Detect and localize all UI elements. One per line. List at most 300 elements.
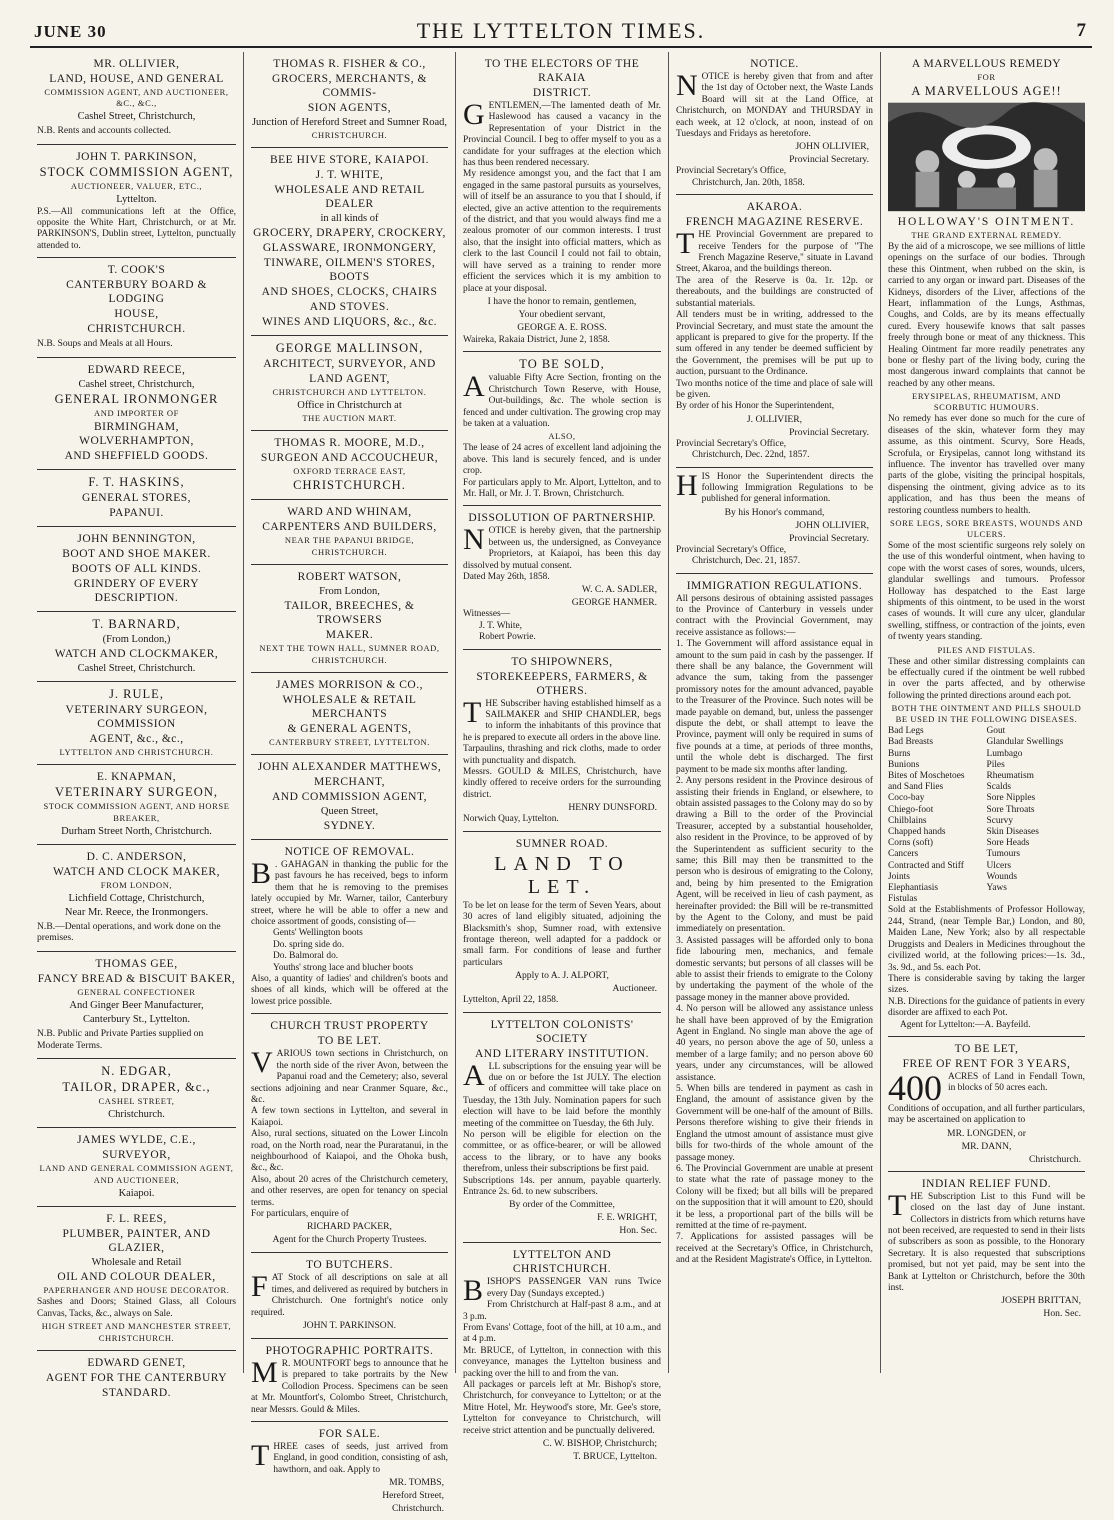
ad-line: HOUSE, — [114, 308, 159, 321]
masthead — [30, 16, 1092, 48]
ad-name: D. C. ANDERSON, — [86, 850, 187, 863]
ad-line: Wholesale and Retail — [91, 1257, 182, 1269]
ad-line: VETERINARY SURGEON, — [55, 784, 218, 799]
ad-line: OIL AND COLOUR DEALER, — [57, 1271, 216, 1284]
ad-date: Dated May 26th, 1858. — [463, 572, 550, 582]
ad-place: Christchurch. — [108, 1109, 165, 1121]
ad-heading: PHOTOGRAPHIC PORTRAITS. — [265, 1345, 434, 1357]
ad-body — [251, 1439, 448, 1476]
ad-name: JOHN BENNINGTON, — [77, 532, 196, 545]
ad-body: There is considerable saving by taking the larger sizes. — [888, 973, 1085, 996]
ad-line: PLUMBER, PAINTER, AND GLAZIER, — [62, 1228, 211, 1255]
ad-line: AND SHOES, CLOCKS, CHAIRS — [261, 286, 438, 298]
drop-cap: A — [463, 1058, 485, 1092]
disease-item: Wounds — [986, 871, 1017, 882]
column-1 — [30, 52, 244, 1399]
ad-place: CHRISTCHURCH. — [311, 130, 388, 140]
ad-witness: Robert Powrie. — [479, 632, 536, 643]
ad-reece — [37, 358, 236, 470]
ad-sub: CANTERBURY STREET, LYTTELTON. — [268, 737, 431, 747]
ad-sub: BOTH THE OINTMENT AND PILLS SHOULD BE USED IN THE FOLLOWING DISEASES. — [891, 703, 1082, 725]
ad-line: FANCY BREAD & BISCUIT BAKER, — [37, 973, 236, 985]
drop-cap: F — [251, 1270, 268, 1304]
ad-signature: Apply to A. J. ALPORT, — [515, 970, 609, 982]
ad-body-text: LL subscriptions for the ensuing year will be due on or before the 1st JULY. The election of officers and committee will take place on Tuesday, the 13th July. Nomination papers for such election will have to be laid before the monthly meeting of the committee on Tuesday, the 6th July. — [463, 1061, 661, 1129]
ad-parkinson — [37, 145, 236, 259]
ad-church-trust — [251, 1014, 448, 1253]
ad-name: E. KNAPMAN, — [96, 770, 177, 783]
ad-rule: 3. Assisted passages will be afforded only to bona fide labouring men, mechanics, and female domestic servants; but persons of all classes will be able to assist their friends to emigrate to the Colony by undertaking the payment of the whole of the passage money in the manner above provided. — [676, 935, 873, 1003]
ad-heading: FREE OF RENT FOR 3 YEARS, — [902, 1057, 1071, 1070]
ad-signature: HENRY DUNSFORD. — [568, 802, 657, 814]
ad-line: BOOT AND SHOE MAKER. — [62, 547, 211, 560]
ad-line: CARPENTERS AND BUILDERS, — [262, 521, 437, 533]
ad-sub: THE GRAND EXTERNAL REMEDY. — [911, 230, 1062, 240]
column-3 — [456, 52, 669, 1463]
ad-line: TAILOR, BREECHES, & TROWSERS — [284, 600, 415, 626]
ad-line: CANTERBURY BOARD & LODGING — [66, 279, 207, 306]
ad-line: WHOLESALE & RETAIL MERCHANTS — [282, 694, 417, 720]
ad-heading: AND LITERARY INSTITUTION. — [474, 1047, 649, 1060]
ad-body: Also, about 20 acres of the Christchurch cemetery, and other reserves, are open for tenancy on special terms. — [251, 1174, 448, 1208]
ad-office: Office in Christchurch at — [297, 400, 402, 411]
ad-body: By his Honor's command, — [724, 506, 825, 518]
ad-item: Do. spring side do. — [273, 939, 345, 950]
drop-cap: H — [676, 468, 698, 502]
ad-electors — [463, 52, 661, 352]
ad-moore — [251, 431, 448, 500]
ad-mallinson — [251, 336, 448, 431]
ad-address: Queen Street, — [320, 806, 379, 817]
disease-item: Bunions — [888, 759, 920, 770]
ad-place: Lyttelton. — [116, 193, 157, 205]
ad-name: J. RULE, — [109, 686, 164, 701]
ad-heading: TO THE ELECTORS OF THE RAKAIA — [484, 58, 640, 84]
ad-from: (From London,) — [102, 633, 171, 645]
ad-sub: NEAR THE PAPANUI BRIDGE, — [284, 535, 415, 545]
ad-name: GEORGE MALLINSON, — [275, 341, 424, 355]
ad-body: From Evans' Cottage, foot of the hill, at 10 a.m., and at 4 p.m. — [463, 1323, 661, 1345]
ad-line: GROCERS, MERCHANTS, & COMMIS- — [272, 73, 427, 99]
ad-body: My residence amongst you, and the fact that I am engaged in the same pastoral pursuits as yourselves, will of itself be an assurance to you that I should, if elected, give an active attention to the requirements of the district, and that you would always find me a zealous promoter of our common interests. I trust also, that the insight into official matters, which as clerk to the last Council I could not fail to obtain, will have served as a training to render more efficient the services which it is my ambition to place at your disposal. — [463, 169, 661, 294]
ad-sub: in all kinds of — [320, 213, 379, 224]
ad-body-text: ACRES of Land in Fendall Town, in blocks of 50 acres each. — [948, 1071, 1085, 1094]
drop-cap: T — [676, 227, 695, 261]
ad-edgar — [37, 1059, 236, 1128]
ad-name: THOMAS R. FISHER & CO., — [273, 58, 426, 70]
ad-place: PAPANUI. — [109, 506, 164, 519]
ad-signature: Hon. Sec. — [1043, 1308, 1081, 1320]
ad-body: The lease of 24 acres of excellent land adjoining the above. This land is securely fenced, and is under crop. — [463, 443, 661, 477]
page-number: 7 — [1076, 20, 1086, 41]
ad-haskins — [37, 470, 236, 527]
ad-line: BIRMINGHAM, WOLVERHAMPTON, — [79, 420, 194, 447]
ad-name: T. COOK'S — [107, 264, 166, 277]
ad-signature: W. C. A. SADLER, — [581, 584, 657, 596]
disease-item: Tumours — [986, 849, 1021, 860]
ad-line: STOCK COMMISSION AGENT, — [39, 164, 234, 179]
ad-body: No remedy has ever done so much for the cure of diseases of the skin, whatever form they may assume, as this ointment. Scurvy, Sore Heads, Scrofula, or Erysipelas, cannot long withstand its influence. The inventor has travelled over many parts of the globe, visiting the principal hospitals, dispensing the ointment, giving advice as to its application, and has thus been the means of restoring countless numbers to health. — [888, 414, 1085, 516]
ad-name: JAMES MORRISON & CO., — [276, 679, 423, 691]
ad-body: Some of the most scientific surgeons rely solely on the use of this wonderful ointment, when having to cope with the worst cases of sores, wounds, ulcers, glandular swellings and tumours. Professor Holloway has despatched to the East large shipments of this ointment, to be used in the worst cases of wounds. It will cure any ulcer, glandular swelling, stiffness, or contraction of the joints, even of twenty years standing. — [888, 540, 1085, 643]
ad-body-text: IS Honor the Superintendent directs the following Immigration Regulations to be published for general information. — [701, 471, 873, 505]
ad-line: SION AGENTS, — [307, 102, 392, 114]
ad-heading: A MARVELLOUS AGE!! — [911, 84, 1062, 98]
ad-note: N.B. Rents and accounts collected. — [37, 125, 172, 136]
ad-sub: OXFORD TERRACE EAST, — [293, 466, 406, 476]
ad-name: F. L. REES, — [106, 1213, 167, 1226]
column-2 — [244, 52, 456, 1515]
drop-cap: V — [251, 1046, 273, 1080]
disease-item: Chilblains — [888, 815, 927, 826]
ad-line: WHOLESALE AND RETAIL DEALER — [274, 184, 425, 210]
ad-sub: AND AUCTIONEER, — [93, 1175, 180, 1186]
ad-signature: T. BRUCE, Lyttelton. — [573, 1451, 657, 1463]
ad-sub: AND IMPORTER OF — [94, 407, 179, 418]
ad-line: SURVEYOR, — [102, 1149, 171, 1162]
ad-sub: PAPERHANGER AND HOUSE DECORATOR. — [43, 1285, 230, 1296]
ad-body: Two months notice of the time and place of sale will be given. — [676, 378, 873, 400]
ad-sub: CHRISTCHURCH AND LYTTELTON. — [272, 387, 427, 397]
ad-body: Mr. BRUCE, of Lyttelton, in connection with this conveyance, manages the Lyttelton business and packing over the hill to and from the van. — [463, 1345, 661, 1379]
ad-signature: MR. TOMBS, — [389, 1477, 444, 1489]
ad-line: SURGEON AND ACCOUCHEUR, — [260, 452, 439, 464]
ad-body: A few town sections in Lyttelton, and several in Kaiapoi. — [251, 1106, 448, 1128]
ad-holloway — [888, 52, 1085, 1037]
ad-heading: IMMIGRATION REGULATIONS. — [686, 579, 863, 592]
ad-heading: TO BE LET. — [317, 1035, 382, 1048]
ad-address: Junction of Hereford Street and Sumner Road, — [251, 117, 448, 128]
ad-address: Canterbury St., Lyttelton. — [82, 1014, 191, 1025]
ad-body: Also, rural sections, situated on the Lower Lincoln road, on the North road, near the Puraratanui, in the neighbourhood of Kaiapoi, and the Ohoka bush, &c., &c. — [251, 1129, 448, 1174]
drop-cap: T — [888, 1188, 907, 1222]
ad-beehive — [251, 148, 448, 336]
ad-signature: Provincial Secretary. — [789, 426, 869, 438]
ad-name: ROBERT WATSON, — [297, 571, 402, 583]
ad-body: No person will be eligible for election on the committee, or as office-bearer, or will be allowed access to the library, or to have any books therefrom, unless their subscriptions be first paid. — [463, 1129, 661, 1175]
ad-address: HIGH STREET AND MANCHESTER STREET, — [41, 1321, 232, 1331]
ad-body — [463, 695, 661, 745]
ad-sub: CHRISTCHURCH. — [311, 655, 388, 665]
ad-body: By order of his Honor the Superintendent, — [676, 401, 835, 412]
ad-sub: ALSO, — [548, 431, 576, 442]
disease-item: Ulcers — [986, 860, 1011, 871]
ad-name: EDWARD REECE, — [87, 363, 186, 376]
ad-witness: J. T. White, — [479, 620, 522, 631]
ad-heading: TO SHIPOWNERS, — [511, 655, 613, 668]
ad-body — [251, 1046, 448, 1106]
drop-cap: T — [463, 695, 482, 729]
drop-cap: B — [463, 1274, 484, 1308]
ad-name: T. BARNARD, — [92, 616, 181, 631]
ad-heading: TO BE LET, — [954, 1042, 1019, 1055]
ad-signature: GEORGE A. E. ROSS. — [517, 321, 607, 333]
ad-line: TINWARE, OILMEN'S STORES, BOOTS — [263, 257, 436, 283]
ad-body — [463, 523, 661, 572]
ad-sub: NEXT THE TOWN HALL, SUMNER ROAD, — [259, 643, 440, 653]
ad-body: From Christchurch at Half-past 8 a.m., and at 3 p.m. — [463, 1300, 661, 1322]
ad-body: All tenders must be in writing, addressed to the Provincial Secretary, and must state the amount the applicant is prepared to give for the property. If the sum offered in any tender be deemed sufficient by the Government, the premises will be put up to auction, pursuant to the Ordinance. — [676, 310, 873, 378]
ad-body — [251, 857, 448, 928]
ad-line: AND SHEFFIELD GOODS. — [64, 449, 209, 462]
ad-body-text: AT Stock of all descriptions on sale at all times, and delivered as required by butchers in Christchurch. One fortnight's notice only required. — [251, 1273, 448, 1318]
column-5 — [881, 52, 1092, 1373]
ad-signature: RICHARD PACKER, — [307, 1221, 392, 1233]
disease-item: Coco-bay — [888, 793, 925, 804]
ad-body — [463, 1058, 661, 1130]
ad-signature: Christchurch. — [392, 1503, 444, 1515]
ad-heading: LYTTELTON COLONISTS' SOCIETY — [490, 1018, 634, 1045]
ad-sub: LYTTELTON AND CHRISTCHURCH. — [59, 746, 214, 757]
ad-signature: Hereford Street, — [382, 1490, 444, 1502]
ad-sub: COMMISSION AGENT, AND AUCTIONEER, &C., &C., — [44, 87, 229, 108]
ad-body-text: OTICE is hereby given that from and after the 1st day of October next, the Waste Lands Board will sit at the Land Office, at Christchurch, on MONDAY and THURSDAY in each week, at 12 o'clock, at noon, instead of on Tuesdays and Fridays as heretofore. — [676, 72, 873, 140]
ad-date: Lyttelton, April 22, 1858. — [463, 995, 559, 1006]
ad-body — [463, 1274, 661, 1308]
ad-sub: STOCK COMMISSION AGENT, AND HORSE — [43, 800, 230, 811]
disease-item: Fistulas — [888, 894, 918, 905]
ad-matthews — [251, 755, 448, 840]
ad-rule: 6. The Provincial Government are unable at present to state what the rate of passage money to the Colony will be fixed; but all bills will be prepared on the supposition that it will amount to £20, should it be less, a proportional part of the bills will be remitted at the time of re-payment. — [676, 1163, 873, 1231]
acres-number: 400 — [888, 1067, 942, 1108]
ad-body: Your obedient servant, — [518, 308, 606, 320]
ad-body-text: HE Subscription List to this Fund will be closed on the last day of June instant. Collectors in districts from which returns have not been received, are requested to send in their lists of subscribers as soon as possible, to the Honorary Secretary. It is also requested that subscriptions promised, but not yet paid, may be sent into the Bank at Lyttelton or Christchurch, before the 30th inst. — [888, 1191, 1085, 1293]
ad-body: Also, a quantity of ladies' and children's boots and shoes of all kinds, which will be offered at the lowest price possible. — [251, 974, 448, 1007]
disease-item: Lumbago — [986, 748, 1023, 759]
ad-body-text: HE Provincial Government are prepared to receive Tenders for the purpose of "The French Magazine Reserve," situate in Lavand Street, Akaroa, and the buildings thereon. — [676, 230, 873, 275]
ad-akaroa — [676, 195, 873, 467]
ad-signature: JOHN T. PARKINSON. — [302, 1320, 397, 1331]
ad-line: MERCHANT, — [313, 776, 386, 788]
ad-line: LAND, HOUSE, AND GENERAL — [49, 73, 224, 85]
disease-item: Piles — [986, 759, 1005, 770]
disease-item: Bad Breasts — [888, 737, 934, 748]
ad-note: N.B.—Dental operations, and work done on the premises. — [37, 920, 221, 944]
ad-signature: C. W. BISHOP, Christchurch; — [542, 1438, 657, 1450]
ad-signature: Agent for the Church Property Trustees. — [272, 1234, 427, 1246]
ad-heading: TO BUTCHERS. — [306, 1259, 393, 1272]
ad-line: MAKER. — [325, 629, 374, 641]
ad-line: AND STOVES. — [309, 301, 390, 313]
ad-body: Conditions of occupation, and all further particulars, may be ascertained on application to — [888, 1103, 1085, 1126]
ad-body — [251, 1356, 448, 1416]
ad-watson — [251, 565, 448, 673]
ad-heading: FOR — [977, 72, 996, 82]
ad-name: WARD AND WHINAM, — [287, 506, 412, 518]
ad-wylde — [37, 1128, 236, 1207]
ad-signature: MR. DANN, — [961, 1140, 1012, 1152]
ad-passenger-van — [463, 1243, 661, 1468]
ad-sub: SORE LEGS, SORE BREASTS, WOUNDS AND ULCERS. — [890, 517, 1083, 539]
ad-body — [463, 98, 661, 169]
ad-heading: STOREKEEPERS, FARMERS, & OTHERS. — [476, 670, 648, 697]
ad-rule: 4. No person will be allowed any assistance unless he shall have been approved of by the Emigration Agent in England. No single man above the age of 40 years, no person above the age of 50, unless a member of a large family; and no person above 60 years, under any circumstances, will be allowed assistance. — [676, 1004, 873, 1083]
ad-rule: 7. Applications for assisted passages will be received at the Secretary's Office, in Christchurch, and at the Resident Magistrate's Office, in Lyttelton. — [676, 1232, 873, 1266]
ad-heading: AKAROA. — [746, 201, 803, 214]
ad-removal — [251, 840, 448, 1014]
ad-sub: BREAKER, — [113, 812, 160, 823]
ad-line: STANDARD. — [101, 1387, 172, 1399]
ad-sub: AUCTIONEER, VALUER, ETC., — [70, 180, 203, 191]
ad-line: TAILOR, DRAPER, &c., — [62, 1080, 211, 1095]
ad-signature: GEORGE HANMER. — [571, 597, 657, 609]
ad-line: GLASSWARE, IRONMONGERY, — [262, 242, 437, 254]
ad-body: By the aid of a microscope, we see millions of little openings on the surface of our bodies. Through these this Ointment, when rubbed on the skin, is carried to any organ or inward part. Diseases of the Kidneys, disorders of the Liver, affections of the Heart, inflammation of the Lungs, Asthmas, Coughs, and Colds, are by its means effectually cured. Every housewife knows that salt passes freely through bone or meat of any thickness. This Healing Ointment far more readily penetrates any bone or fleshy part of the living body, curing the most dangerous inward complaints that cannot be reached by any other means. — [888, 242, 1085, 389]
ad-place: SYDNEY. — [323, 820, 376, 832]
ad-knapman — [37, 765, 236, 845]
ad-date: Christchurch, Dec. 22nd, 1857. — [692, 450, 810, 461]
disease-item: Chiego-foot — [888, 804, 934, 815]
ad-immigration — [676, 574, 873, 1272]
columns — [30, 52, 1092, 1515]
disease-item: and Sand Flies — [888, 782, 944, 793]
ad-bennington — [37, 527, 236, 612]
disease-item: Sore Heads — [986, 838, 1030, 849]
drop-cap: M — [251, 1356, 278, 1389]
ad-body — [676, 227, 873, 276]
ad-body: P.S.—All communications left at the Office, opposite the White Hart, Christchurch, or at Mr. PARKINSON'S, Dublin street, Lyttelton, punctually attended to. — [37, 206, 236, 251]
drop-cap: B — [251, 857, 272, 890]
ad-ollivier — [37, 52, 236, 145]
ad-heading: FOR SALE. — [318, 1428, 381, 1441]
ad-name: THOMAS GEE, — [95, 958, 178, 970]
ad-line: WATCH AND CLOCKMAKER, — [54, 647, 219, 660]
ad-line: GROCERY, DRAPERY, CROCKERY, — [253, 227, 446, 239]
ad-office: Provincial Secretary's Office, — [676, 438, 787, 449]
ad-colonists-society — [463, 1013, 661, 1244]
ad-fisher — [251, 52, 448, 148]
disease-item: Sore Nipples — [986, 793, 1036, 804]
ad-body — [676, 468, 873, 506]
disease-item: Bites of Moschetoes — [888, 771, 965, 782]
ad-heading: DISSOLUTION OF PARTNERSHIP. — [468, 512, 656, 525]
ad-signature: F. E. WRIGHT, — [597, 1212, 657, 1224]
ad-address: Cashel street, Christchurch, — [78, 378, 195, 390]
ad-place: CHRISTCHURCH. — [87, 323, 186, 336]
disease-item: Contracted and Stiff — [888, 860, 964, 871]
ad-title: HOLLOWAY'S OINTMENT. — [897, 216, 1076, 228]
ad-sub: CASHEL STREET, — [98, 1096, 175, 1107]
ad-line: VETERINARY SURGEON, COMMISSION — [65, 703, 208, 730]
ad-ward — [251, 500, 448, 565]
ad-name: BEE HIVE STORE, KAIAPOI. — [269, 154, 430, 166]
ad-sub: LAND AND GENERAL COMMISSION AGENT, — [39, 1163, 234, 1174]
column-4 — [669, 52, 881, 1373]
ad-heading: SUMNER ROAD. — [515, 837, 609, 850]
ad-signature: J. OLLIVIER, — [746, 413, 803, 425]
ad-address: Lichfield Cottage, Christchurch, — [68, 892, 205, 904]
ad-line: AGENT, &c., &c., — [89, 732, 184, 745]
ad-body: N.B. Directions for the guidance of patients in every disorder are affixed to each Pot. — [888, 996, 1085, 1019]
disease-item: Cancers — [888, 849, 919, 860]
ad-place: CHRISTCHURCH. — [311, 547, 388, 557]
ad-line: And Ginger Beer Manufacturer, — [69, 1000, 204, 1011]
ad-barnard — [37, 612, 236, 682]
disease-item: Elephantiasis — [888, 883, 938, 894]
drop-cap: T — [251, 1439, 270, 1473]
ad-address: Cashel Street, Christchurch. — [77, 662, 196, 674]
ad-rule: 1. The Government will afford assistance equal in amount to the sum paid in cash by the passenger. If there shall be any balance, the Government will advance the sum, taking from the passenger promissory notes for the amount advanced, payable to the Treasurer of the Province. Such notes will be made payable on demand, but, unless the passenger dispute the debt, or shall attempt to leave the Province, payment will only be required in sums of five pounds at a time, at periods of three months, until the whole debt is discharged. The first payment to be made six months after landing. — [676, 639, 873, 775]
diseases-list — [888, 726, 1085, 905]
disease-item: Glandular Swellings — [986, 737, 1064, 748]
disease-item: Yaws — [986, 883, 1007, 894]
ad-body-text: valuable Fifty Acre Section, fronting on the Christchurch Town Reserve, with House, Out-buildings, &c. The whole section is fenced and under cultivation. The growing crop may be taken at a valuation. — [463, 373, 661, 429]
disease-item: Gout — [986, 726, 1006, 737]
ad-name: JAMES WYLDE, C.E., — [77, 1134, 196, 1147]
ad-address: CHRISTCHURCH. — [98, 1333, 175, 1343]
ad-address: Norwich Quay, Lyttelton. — [463, 814, 559, 825]
ad-body: Subscriptions 14s. per annum, payable quarterly. Entrance 2s. 6d. to new subscribers. — [463, 1175, 661, 1197]
drop-cap: N — [463, 523, 485, 557]
ad-heading: FRENCH MAGAZINE RESERVE. — [685, 216, 864, 229]
ad-place: THE AUCTION MART. — [302, 413, 397, 423]
ad-gee — [37, 952, 236, 1059]
ad-body-text: ISHOP'S PASSENGER VAN runs Twice every Day (Sundays excepted.) — [487, 1277, 661, 1299]
ad-witness: Witnesses— — [463, 609, 511, 620]
ad-body-text: HE Subscriber having established himself as a SAILMAKER and SHIP CHANDLER, begs to inform the inhabitants of this province that he is prepared to execute all orders in the above line. — [463, 698, 661, 743]
ad-place: CHRISTCHURCH. — [293, 478, 406, 492]
ad-title: LAND TO LET. — [494, 852, 630, 898]
ad-body — [251, 1270, 448, 1319]
holloway-illustration — [888, 102, 1085, 212]
ad-body — [888, 1188, 1085, 1295]
ad-signature: Hon. Sec. — [619, 1225, 657, 1237]
ad-body: To be let on lease for the term of Seven Years, about 30 acres of land eligibly situated, adjoining the Blacksmith's shop, Sumner road, with extensive frontage thereon, well adapted for a paddock or small farm. For conditions of lease and further particulars — [463, 900, 661, 968]
ad-signature: Auctioneer. — [612, 983, 657, 995]
ad-body: I have the honor to remain, gentlemen, — [487, 295, 637, 307]
ad-signature: JOHN OLLIVIER, — [795, 141, 869, 153]
disease-item: Joints — [888, 871, 910, 882]
ad-rule: 5. When bills are tendered in payment as cash in England, the amount of assistance given by the Government will be one-half of the amount of Bills. Persons therefore wishing to give their friends in England the utmost amount of assistance must give bills for two-thirds of the whole amount of the passage money. — [676, 1084, 873, 1163]
ad-to-be-sold — [463, 352, 661, 506]
ad-office: Provincial Secretary's Office, — [676, 166, 787, 177]
ad-anderson — [37, 845, 236, 952]
ad-line: & GENERAL AGENTS, — [287, 723, 412, 735]
ad-line: GENERAL STORES, — [81, 491, 192, 504]
ad-body — [463, 370, 661, 430]
ad-heading: DISTRICT. — [532, 87, 592, 99]
ad-item: Do. Balmoral do. — [273, 951, 339, 962]
ad-agent: Agent for Lyttelton:—A. Bayfeild. — [900, 1019, 1031, 1030]
ad-item: Youths' strong lace and blucher boots — [273, 962, 414, 973]
ad-sub: GENERAL CONFECTIONER — [77, 987, 196, 997]
ad-body-text: R. MOUNTFORT begs to announce that he is prepared to take portraits by the New Collodion Process. Specimens can be seen at Mr. Mountfort's, Colombo Street, Christchurch, near Messrs. Gould & Miles. — [251, 1359, 448, 1415]
ad-heading: A MARVELLOUS REMEDY — [911, 58, 1062, 70]
ad-signature: Christchurch. — [1029, 1153, 1081, 1165]
ad-indian-relief — [888, 1172, 1085, 1326]
ad-body: Messrs. GOULD & MILES, Christchurch, have kindly offered to receive orders for the surrounding district. — [463, 767, 661, 800]
disease-item: Chapped hands — [888, 827, 946, 838]
diseases-left — [888, 726, 987, 905]
ad-sub: ERYSIPELAS, RHEUMATISM, AND SCORBUTIC HUMOURS. — [912, 391, 1061, 413]
ad-name: N. EDGAR, — [101, 1064, 172, 1079]
ad-name: MR. OLLIVIER, — [93, 58, 180, 70]
ad-name: JOHN ALEXANDER MATTHEWS, — [257, 761, 442, 773]
ad-body: Tarpaulins, thrashing and rick cloths, made to order with punctuality and dispatch. — [463, 744, 661, 766]
ad-body: The area of the Reserve is 0a. 1r. 12p. or thereabouts, and the buildings are constructed of substantial materials. — [676, 275, 873, 309]
ad-name: F. T. HASKINS, — [88, 474, 185, 489]
ad-shipowners — [463, 650, 661, 832]
ad-address: Near Mr. Reece, the Ironmongers. — [64, 906, 209, 918]
ad-body: By order of the Committee, — [509, 1199, 615, 1211]
ad-signature: MR. LONGDEN, or — [947, 1127, 1026, 1139]
ad-dissolution — [463, 506, 661, 649]
ad-rees — [37, 1207, 236, 1351]
ad-genet — [37, 1351, 236, 1406]
ad-rule — [37, 682, 236, 765]
disease-item: Sore Throats — [986, 804, 1035, 815]
issue-date: JUNE 30 — [34, 22, 107, 41]
